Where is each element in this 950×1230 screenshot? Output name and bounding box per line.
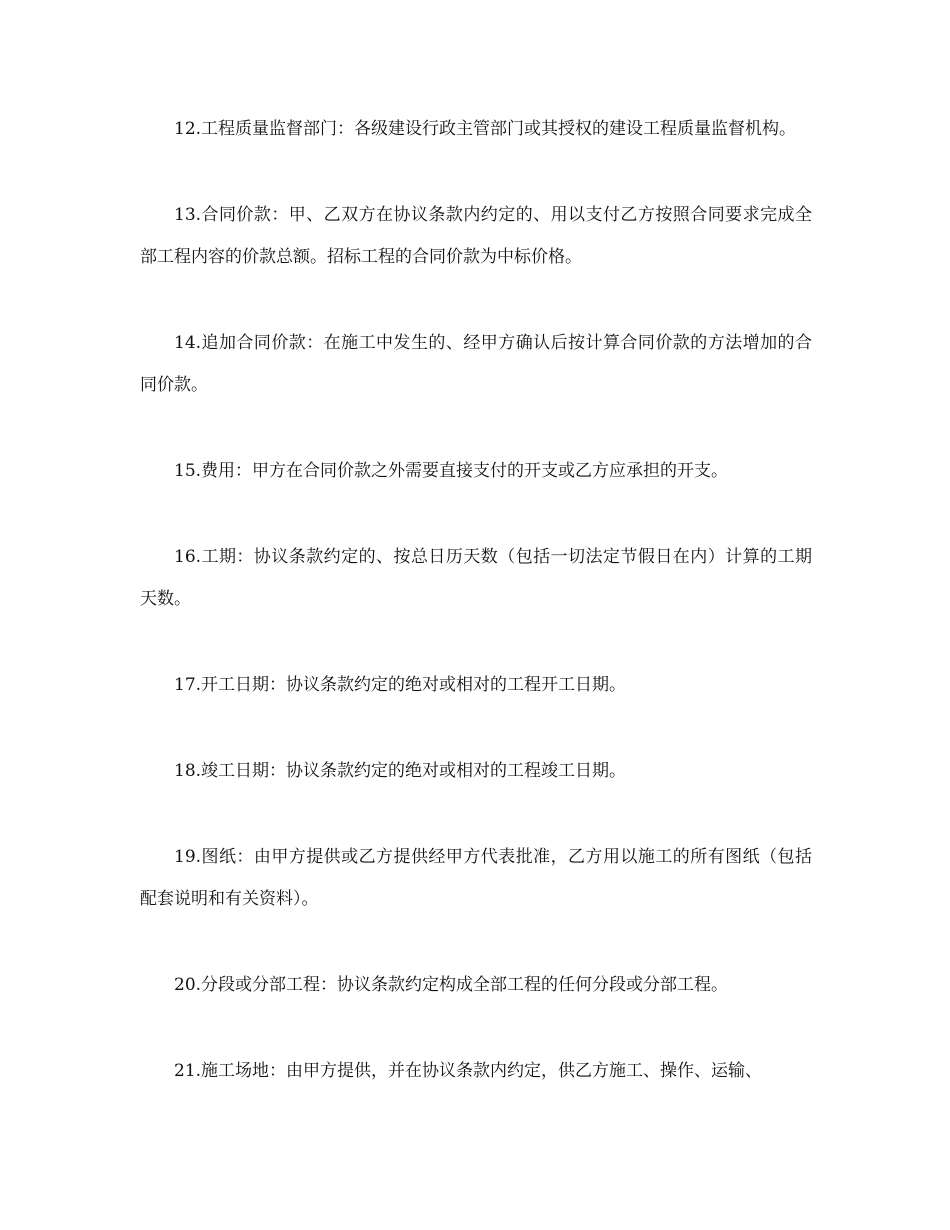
clause-17: 17.开工日期：协议条款约定的绝对或相对的工程开工日期。 bbox=[174, 675, 627, 695]
clause-18: 18.竣工日期：协议条款约定的绝对或相对的工程竣工日期。 bbox=[174, 761, 627, 781]
clause-13: 13.合同价款：甲、乙双方在协议条款内约定的、用以支付乙方按照合同要求完成全部工程内容的价款总额。招标工程的合同价款为中标价格。 bbox=[140, 205, 812, 267]
clause-20: 20.分段或分部工程：协议条款约定构成全部工程的任何分段或分部工程。 bbox=[174, 975, 729, 995]
clause-19: 19.图纸：由甲方提供或乙方提供经甲方代表批准，乙方用以施工的所有图纸（包括配套说明和有关资料）。 bbox=[140, 847, 812, 909]
clause-21: 21.施工场地：由甲方提供，并在协议条款内约定，供乙方施工、操作、运输、 bbox=[174, 1061, 763, 1081]
clause-15: 15.费用：甲方在合同价款之外需要直接支付的开支或乙方应承担的开支。 bbox=[174, 461, 729, 481]
clause-14: 14.追加合同价款：在施工中发生的、经甲方确认后按计算合同价款的方法增加的合同价款。 bbox=[140, 333, 812, 395]
clause-12: 12.工程质量监督部门：各级建设行政主管部门或其授权的建设工程质量监督机构。 bbox=[174, 119, 797, 139]
clause-16: 16.工期：协议条款约定的、按总日历天数（包括一切法定节假日在内）计算的工期天数。 bbox=[140, 547, 812, 609]
document-body bbox=[140, 108, 812, 1136]
